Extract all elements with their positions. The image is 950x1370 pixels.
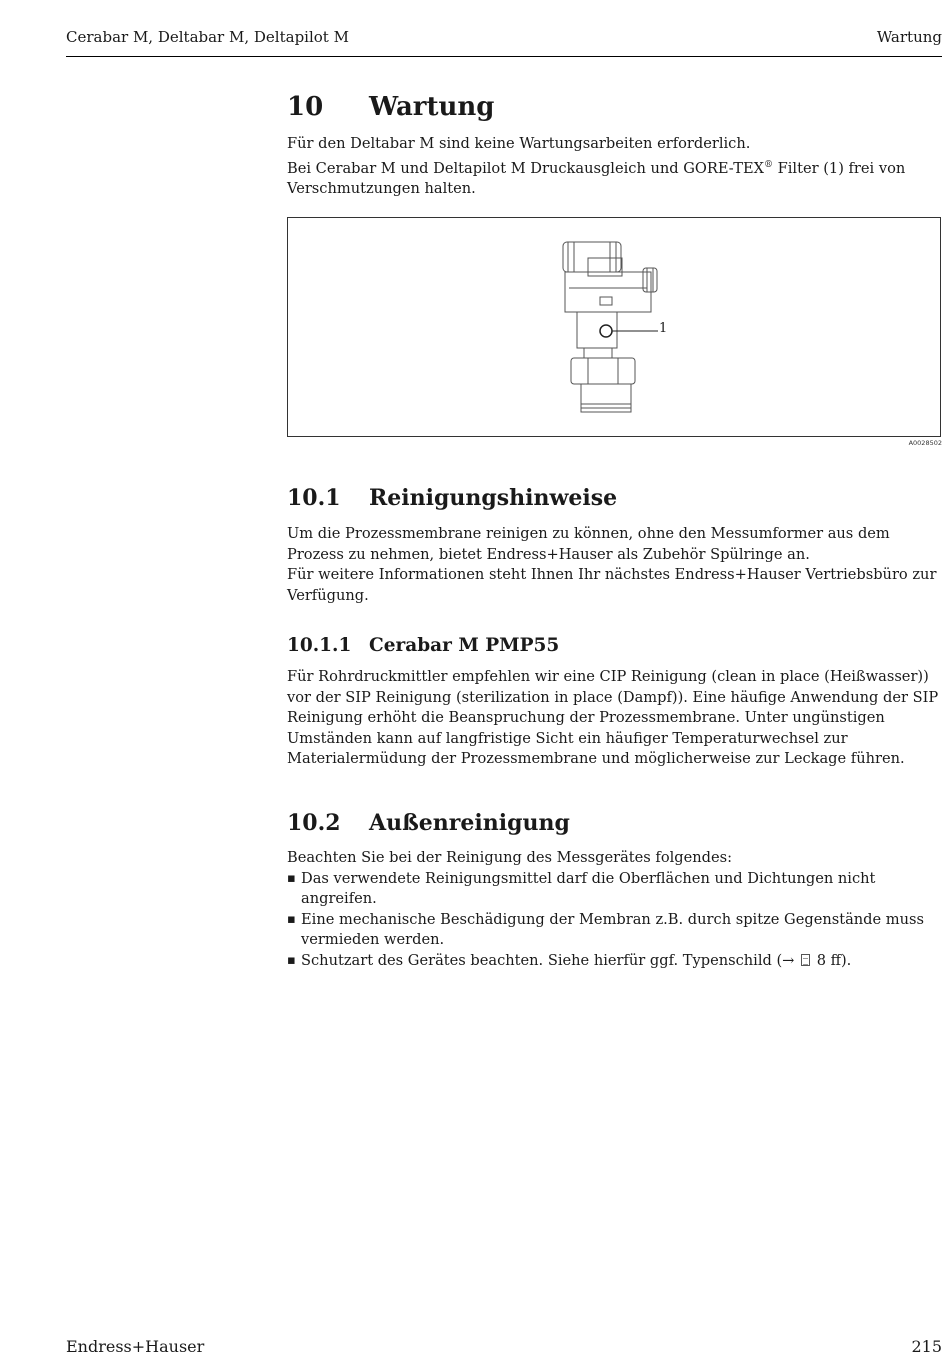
- section-title: Cerabar M PMP55: [369, 635, 560, 656]
- figure-frame: [287, 217, 941, 437]
- bullet-list: [287, 869, 942, 972]
- paragraph: Für den Deltabar M sind keine Wartungsarbeiten erforderlich.: [287, 135, 751, 152]
- list-item: ▪ Das verwendete Reinigungsmittel darf die Oberflächen und Dichtungen nicht angreifen.: [287, 869, 942, 910]
- section-10-1-heading: [287, 485, 617, 511]
- section-number: 10: [287, 92, 324, 122]
- running-header-chapter: Wartung: [876, 28, 942, 46]
- section-10-1-body: [287, 524, 942, 606]
- section-10-1-1-body: [287, 667, 942, 770]
- figure-callout-1: 1: [659, 321, 668, 336]
- page-reference[interactable]: 8 ff).: [812, 951, 852, 969]
- section-title: Reinigungshinweise: [369, 485, 618, 511]
- section-10-2-body: [287, 848, 942, 971]
- pressure-transmitter-drawing: [288, 218, 940, 436]
- text-run: Bei Cerabar M und Deltapilot M Druckausgleich und GORE-TEX: [287, 159, 764, 177]
- section-number: 10.1: [287, 485, 341, 511]
- footer-company: Endress+Hauser: [66, 1337, 205, 1356]
- header-divider: [66, 56, 942, 57]
- section-10-heading: [287, 92, 494, 122]
- section-10-1-1-heading: [287, 635, 559, 656]
- section-title: Wartung: [369, 92, 495, 122]
- section-title: Außenreinigung: [369, 810, 570, 836]
- paragraph: Für Rohrdruckmittler empfehlen wir eine CIP Reinigung (clean in place (Heißwasser)) vor der SIP Reinigung (sterilization in place (Dampf)). Eine häufige Anwendung der SIP Reinigung erhöht die Beanspruchung der Prozessmembrane. Unter ungünstigen Umständen kann auf langfristige Sicht ein häufiger Temperaturwechsel zur Materialermüdung der Prozessmembrane und möglicherweise zur Leckage führen.: [287, 668, 939, 767]
- text-run: Filter (1) frei von Verschmutzungen halten.: [287, 159, 906, 197]
- list-item: ▪ Eine mechanische Beschädigung der Membran z.B. durch spitze Gegenstände muss vermieden werden.: [287, 910, 942, 951]
- section-10-2-heading: [287, 810, 570, 836]
- paragraph: [287, 155, 942, 200]
- list-item: [287, 951, 942, 972]
- registered-mark: ®: [764, 159, 773, 170]
- paragraph: Für weitere Informationen steht Ihnen Ihr nächstes Endress+Hauser Vertriebsbüro zur Verfügung.: [287, 566, 937, 604]
- section-number: 10.2: [287, 810, 341, 836]
- paragraph: Um die Prozessmembrane reinigen zu können, ohne den Messumformer aus dem Prozess zu nehmen, bietet Endress+Hauser als Zubehör Spülringe an.: [287, 525, 890, 563]
- section-10-body: [287, 134, 942, 199]
- page-number: 215: [911, 1337, 942, 1356]
- document-icon: [801, 954, 810, 966]
- figure-code: A0028502: [908, 439, 942, 447]
- text-run: Schutzart des Gerätes beachten. Siehe hierfür ggf. Typenschild (→: [301, 951, 800, 969]
- paragraph: Beachten Sie bei der Reinigung des Messgerätes folgendes:: [287, 849, 733, 866]
- section-number: 10.1.1: [287, 635, 352, 656]
- running-header-title: Cerabar M, Deltabar M, Deltapilot M: [66, 28, 349, 46]
